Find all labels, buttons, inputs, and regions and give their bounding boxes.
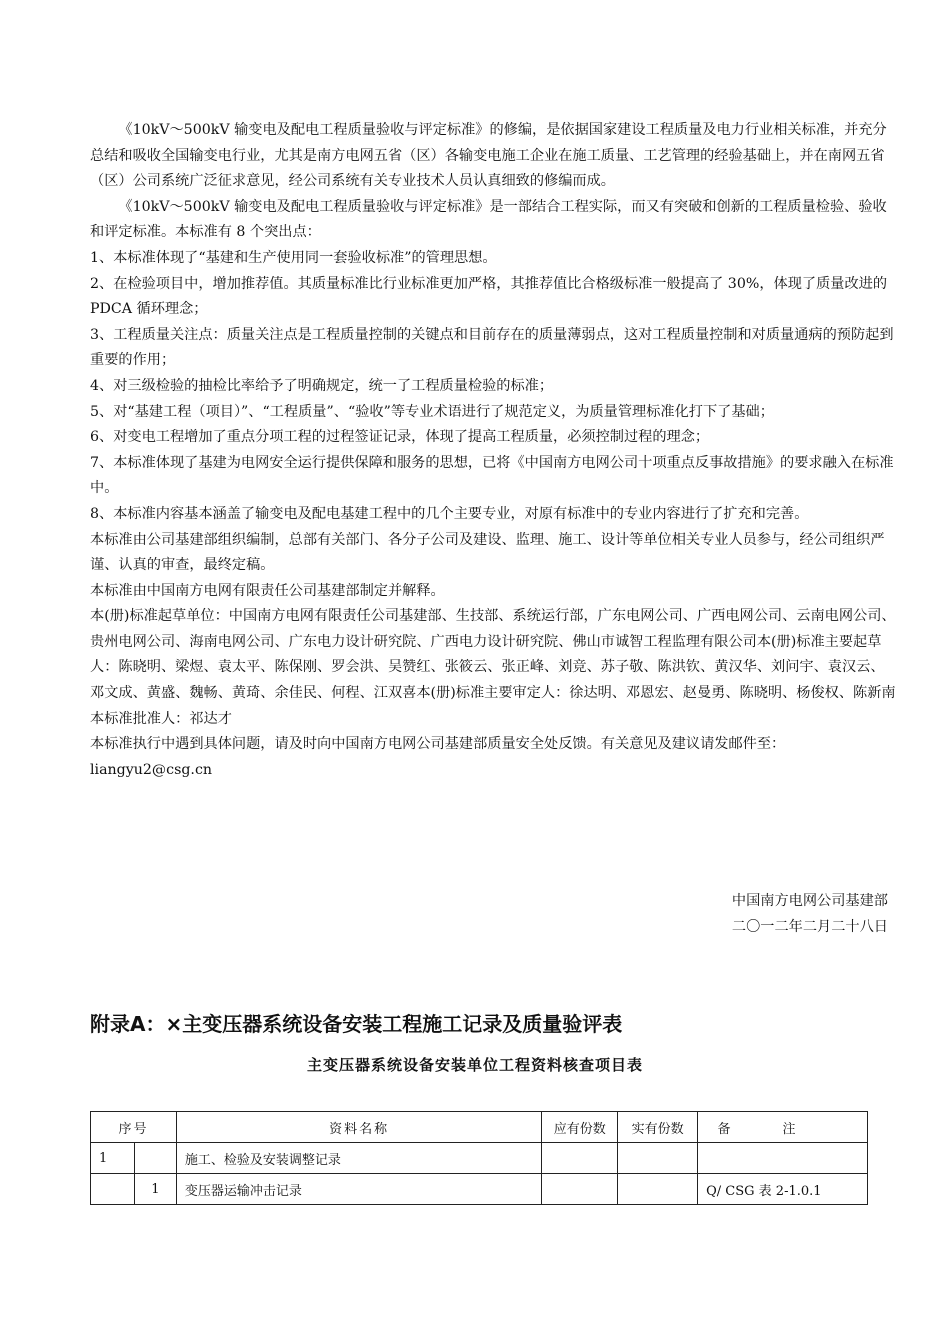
table-row bbox=[91, 1143, 868, 1174]
compilation-paragraph: 本标准由公司基建部组织编制，总部有关部门、各分子公司及建设、监理、施工、设计等单位相关专业人员参与，经公司组织严谨、认真的审查，最终定稿。 bbox=[90, 531, 885, 574]
interpretation-paragraph: 本标准由中国南方电网有限责任公司基建部制定并解释。 bbox=[90, 582, 445, 599]
table-row bbox=[91, 1174, 868, 1205]
row-required bbox=[542, 1143, 618, 1174]
header-remark: 备注 bbox=[698, 1112, 868, 1143]
highlight-point: 5、对“基建工程（项目）”、“工程质量”、“验收”等专业术语进行了规范定义，为质量管理标准化打下了基础； bbox=[90, 403, 774, 420]
row-required bbox=[542, 1174, 618, 1205]
row-seq-2 bbox=[134, 1143, 176, 1174]
row-remark bbox=[698, 1143, 868, 1174]
highlight-point: 2、在检验项目中，增加推荐值。其质量标准比行业标准更加严格，其推荐值比合格级标准一般提高了 30%，体现了质量改进的 PDCA 循环理念； bbox=[90, 275, 888, 318]
drafters-paragraph: 本(册)标准起草单位：中国南方电网有限责任公司基建部、生技部、系统运行部，广东电网公司、广西电网公司、云南电网公司、贵州电网公司、海南电网公司、广东电力设计研究院、广西电力设计研究院、佛山市诚智工程监理有限公司本(册)标准主要起草人：陈晓明、梁煜、袁太平、陈保刚、罗会洪、吴赞红、张筱云、张正峰、刘竞、苏子敬、陈洪钦、黄汉华、刘问宇、袁汉云、邓文成、黄盛、魏畅、黄琦、余佳民、何程、江双喜本(册)标准主要审定人：徐达明、邓恩宏、赵曼勇、陈晓明、杨俊权、陈新南本标准批准人：祁达才 bbox=[90, 608, 896, 727]
row-actual bbox=[618, 1174, 698, 1205]
row-name: 变压器运输冲击记录 bbox=[176, 1174, 541, 1205]
signature-block bbox=[732, 888, 888, 940]
intro-paragraph-2: 《10kV～500kV 输变电及配电工程质量验收与评定标准》是一部结合工程实际，而又有突破和创新的工程质量检验、验收和评定标准。本标准有 8 个突出点： bbox=[90, 198, 887, 241]
row-remark: Q/ CSG 表 2-1.0.1 bbox=[698, 1174, 868, 1205]
highlight-point: 6、对变电工程增加了重点分项工程的过程签证记录，体现了提高工程质量，必须控制过程的理念； bbox=[90, 429, 710, 446]
table-title: 主变压器系统设备安装单位工程资料核查项目表 bbox=[306, 1056, 643, 1074]
signature-date: 二〇一二年二月二十八日 bbox=[731, 919, 888, 935]
row-seq-1: 1 bbox=[91, 1143, 135, 1174]
row-seq-1 bbox=[91, 1174, 135, 1205]
table-header-row bbox=[91, 1112, 868, 1143]
highlight-point: 1、本标准体现了“基建和生产使用同一套验收标准”的管理思想。 bbox=[90, 249, 497, 266]
highlight-point: 4、对三级检验的抽检比率给予了明确规定，统一了工程质量检验的标准； bbox=[90, 377, 554, 394]
row-name: 施工、检验及安装调整记录 bbox=[176, 1143, 541, 1174]
header-seq: 序号 bbox=[91, 1112, 177, 1143]
header-name: 资料名称 bbox=[176, 1112, 541, 1143]
highlight-point: 3、工程质量关注点：质量关注点是工程质量控制的关键点和目前存在的质量薄弱点，这对工程质量控制和对质量通病的预防起到重要的作用； bbox=[90, 326, 894, 369]
data-checklist-table bbox=[90, 1111, 868, 1205]
highlight-point: 7、本标准体现了基建为电网安全运行提供保障和服务的思想，已将《中国南方电网公司十项重点反事故措施》的要求融入在标准中。 bbox=[90, 454, 894, 497]
signature-org: 中国南方电网公司基建部 bbox=[731, 893, 888, 909]
row-seq-2: 1 bbox=[134, 1174, 176, 1205]
row-actual bbox=[618, 1143, 698, 1174]
appendix-title: 附录A：×主变压器系统设备安装工程施工记录及质量验评表 bbox=[90, 1012, 623, 1036]
header-actual: 实有份数 bbox=[618, 1112, 698, 1143]
intro-paragraph-1: 《10kV～500kV 输变电及配电工程质量验收与评定标准》的修编，是依据国家建设工程质量及电力行业相关标准，并充分总结和吸收全国输变电行业，尤其是南方电网五省（区）各输变电施工企业在施工质量、工艺管理的经验基础上，并在南网五省（区）公司系统广泛征求意见，经公司系统有关专业技术人员认真细致的修编而成。 bbox=[90, 122, 887, 190]
header-required: 应有份数 bbox=[542, 1112, 618, 1143]
highlight-point: 8、本标准内容基本涵盖了输变电及配电基建工程中的几个主要专业，对原有标准中的专业内容进行了扩充和完善。 bbox=[90, 505, 809, 522]
preface-text bbox=[90, 118, 898, 783]
feedback-paragraph: 本标准执行中遇到具体问题，请及时向中国南方电网公司基建部质量安全处反馈。有关意见及建议请发邮件至：liangyu2@csg.cn bbox=[90, 736, 786, 778]
